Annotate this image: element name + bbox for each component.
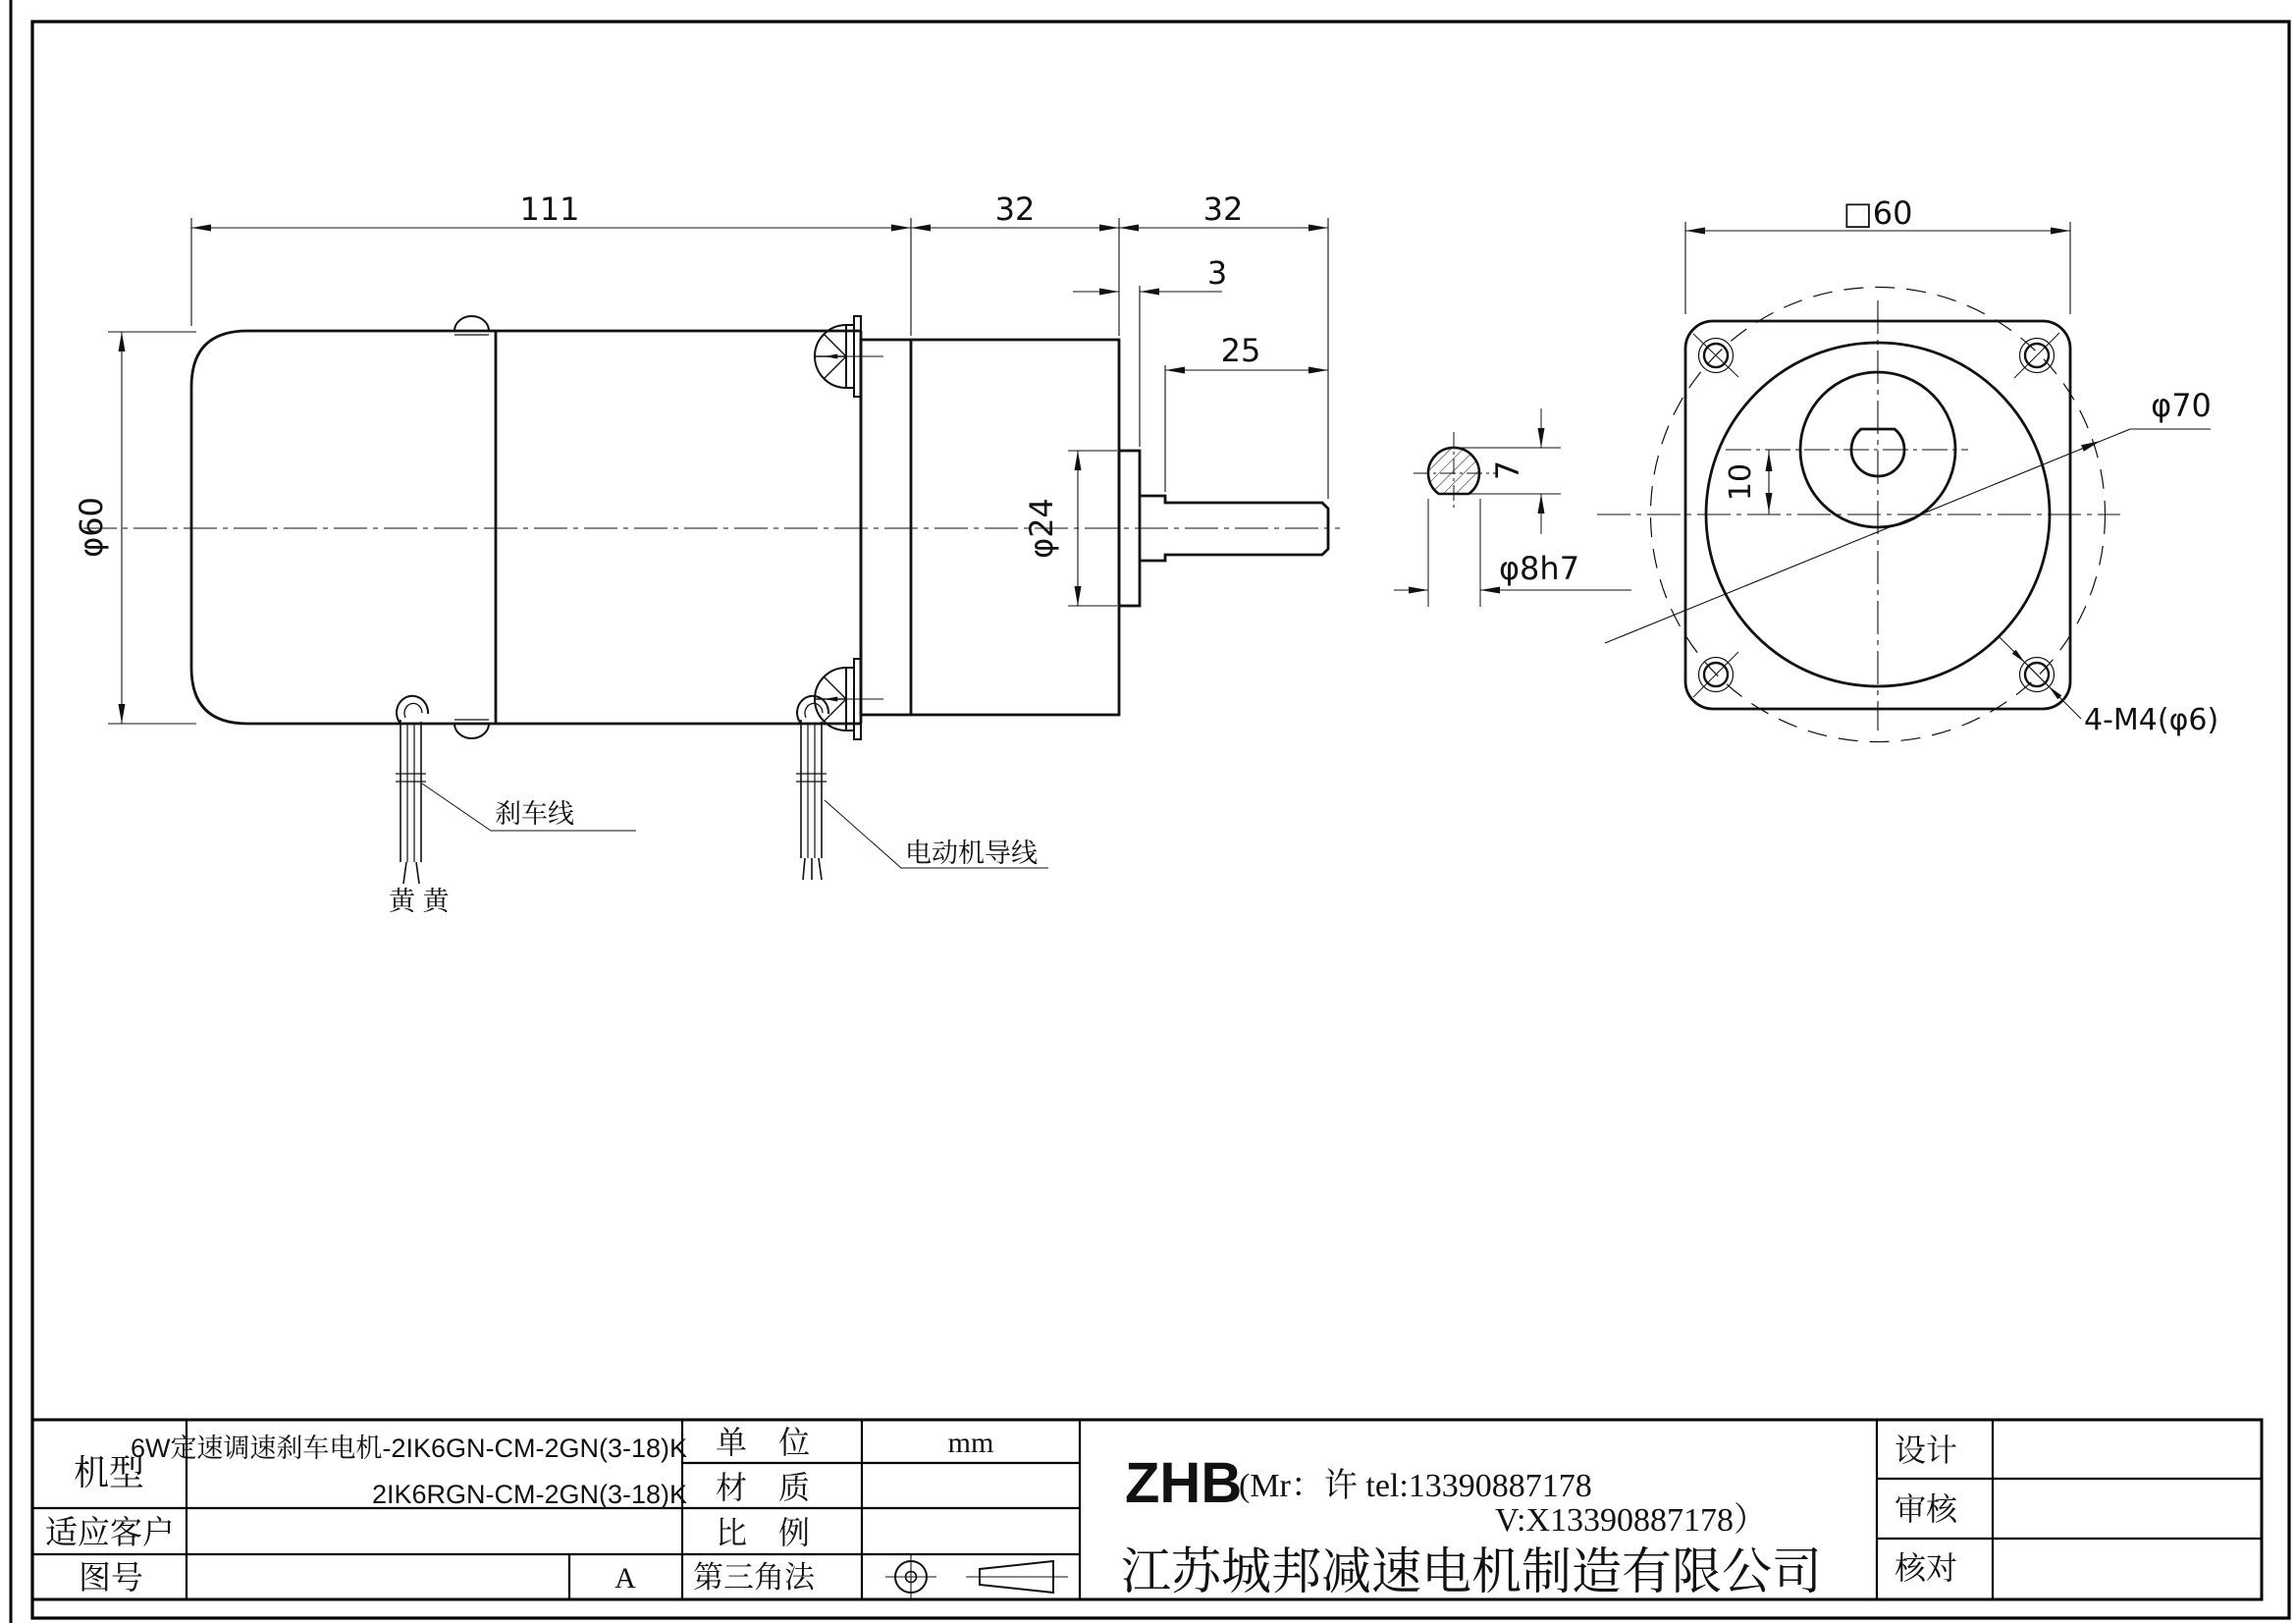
contact-line2: V:X13390887178）	[1494, 1502, 1767, 1539]
dim-sq60: □60	[1842, 194, 1913, 232]
check-label: 核对	[1894, 1550, 1958, 1586]
material-label: 材 质	[715, 1470, 811, 1505]
model-line1: 6W定速调速刹车电机-2IK6GN-CM-2GN(3-18)K	[130, 1434, 687, 1463]
through-bolt-bottom	[815, 659, 883, 739]
front-view	[1597, 194, 2218, 742]
drawing-no-label: 图号	[79, 1559, 143, 1596]
third-angle-symbol	[885, 1554, 1068, 1599]
rev-value: A	[614, 1562, 636, 1595]
review-label: 审核	[1894, 1491, 1958, 1527]
projection-label: 第三角法	[693, 1560, 815, 1595]
case-screw-domes	[454, 316, 489, 738]
design-label: 设计	[1894, 1433, 1958, 1468]
dim-7: 7	[1489, 460, 1526, 481]
brake-wire-label: 刹车线	[495, 799, 574, 829]
scale-label: 比 例	[715, 1515, 811, 1550]
motor-body-outline	[191, 331, 1328, 724]
unit-value: mm	[947, 1427, 994, 1459]
customer-label: 适应客户	[45, 1514, 175, 1550]
shaft-section-detail	[1394, 408, 1631, 607]
motor-wire-label: 电动机导线	[905, 839, 1038, 868]
dim-phi70: φ70	[2151, 387, 2212, 424]
dim-3: 3	[1206, 254, 1228, 292]
sheet-frame	[11, 0, 2289, 1623]
yellow-wires-label: 黄 黄	[389, 887, 450, 916]
dim-phi8h7: φ8h7	[1498, 550, 1580, 587]
side-view	[73, 190, 1340, 916]
dim-10: 10	[1724, 462, 1758, 502]
contact-line1: (Mr：许 tel:13390887178	[1239, 1468, 1592, 1504]
side-dim-lines	[108, 218, 1328, 724]
dim-25: 25	[1220, 332, 1261, 369]
model-line2: 2IK6RGN-CM-2GN(3-18)K	[371, 1480, 687, 1509]
dim-phi60: φ60	[73, 497, 110, 558]
through-bolt-top	[815, 316, 883, 397]
brand-logo: ZHB	[1125, 1451, 1243, 1515]
dim-phi24: φ24	[1023, 498, 1060, 559]
side-dim-arrows	[119, 225, 1329, 725]
company-name: 江苏城邦减速电机制造有限公司	[1121, 1543, 1823, 1599]
unit-label: 单 位	[715, 1425, 811, 1460]
dim-32-shaft: 32	[1202, 190, 1244, 228]
dim-32-rear: 32	[994, 190, 1036, 228]
dim-4m4: 4-M4(φ6)	[2084, 703, 2219, 737]
dim-111: 111	[519, 190, 580, 228]
model-label: 机型	[73, 1452, 145, 1492]
front-dim-lines	[1605, 222, 2211, 719]
